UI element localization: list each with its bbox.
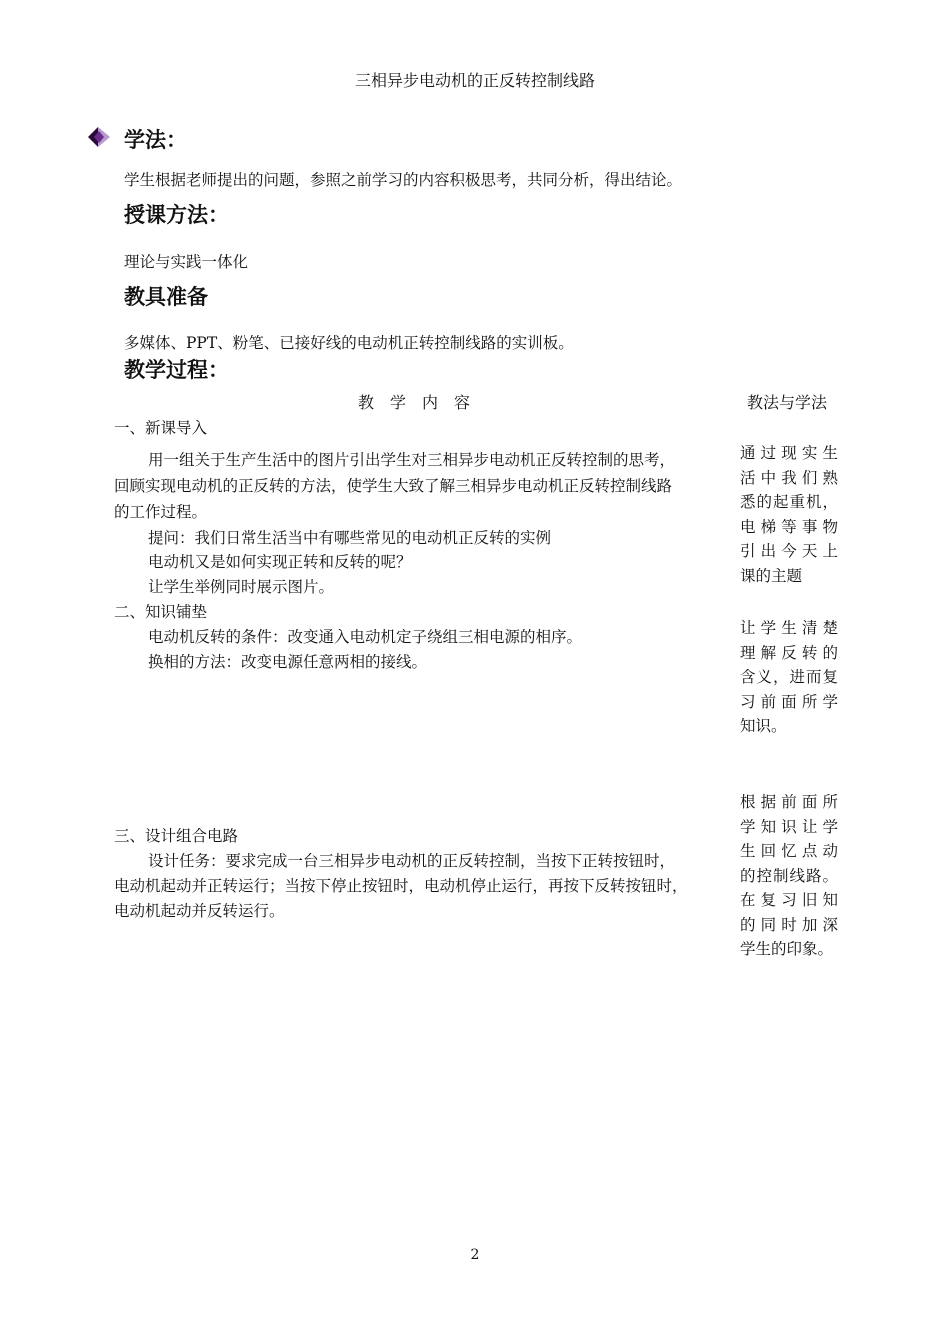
tools-heading: 教具准备 (124, 285, 208, 309)
section-2-title: 二、知识铺垫 (114, 603, 208, 621)
study-method-text: 学生根据老师提出的问题，参照之前学习的内容积极思考，共同分析，得出结论。 (124, 171, 683, 189)
section-2-line: 电动机反转的条件：改变通入电动机定子绕组三相电源的相序。 (148, 628, 583, 646)
method-note-line: 含义，进而复 (740, 668, 838, 686)
method-note-line: 通过现实生 (740, 444, 838, 462)
page-number: 2 (470, 1247, 480, 1263)
method-note-line: 课的主题 (740, 566, 803, 585)
method-note-line: 悉的起重机， (740, 493, 838, 511)
section-3-paragraph-line: 设计任务：要求完成一台三相异步电动机的正反转控制，当按下正转按钮时， (148, 852, 676, 870)
section-1-question: 电动机又是如何实现正转和反转的呢？ (148, 553, 412, 571)
tools-text: 多媒体、PPT、粉笔、已接好线的电动机正转控制线路的实训板。 (124, 334, 574, 352)
diamond-bullet-icon (86, 126, 112, 148)
method-note-line: 学知识让学 (740, 817, 838, 836)
column-header-methods: 教法与学法 (747, 393, 828, 412)
method-note-line: 生回忆点动 (740, 842, 838, 860)
section-3-paragraph-line: 电动机起动并反转运行。 (114, 902, 285, 920)
method-note-2 (740, 616, 838, 739)
method-note-line: 的控制线路。 (740, 866, 838, 885)
section-1-paragraph-line: 用一组关于生产生活中的图片引出学生对三相异步电动机正反转控制的思考， (148, 451, 676, 469)
method-note-line: 习前面所学 (740, 692, 838, 711)
method-note-line: 在复习旧知 (740, 891, 838, 909)
section-1-instruction: 让学生举例同时展示图片。 (148, 578, 335, 596)
process-heading: 教学过程： (124, 358, 229, 382)
study-method-heading: 学法： (124, 128, 187, 152)
section-2-line: 换相的方法：改变电源任意两相的接线。 (148, 653, 428, 671)
section-1-paragraph-line: 的工作过程。 (114, 503, 208, 521)
method-note-line: 根据前面所 (740, 793, 838, 811)
method-note-3 (740, 790, 838, 962)
teaching-method-text: 理论与实践一体化 (124, 253, 249, 271)
section-3-title: 三、设计组合电路 (114, 827, 239, 845)
section-1-paragraph-line: 回顾实现电动机的正反转的方法，使学生大致了解三相异步电动机正反转控制线路 (114, 477, 673, 495)
method-note-line: 理解反转的 (740, 643, 838, 662)
method-note-line: 知识。 (740, 717, 787, 735)
method-note-1 (740, 441, 838, 588)
column-header-content: 教 学 内 容 (358, 393, 471, 412)
method-note-line: 电梯等事物 (740, 517, 838, 536)
page-header-title: 三相异步电动机的正反转控制线路 (354, 71, 595, 90)
section-1-title: 一、新课导入 (114, 419, 208, 437)
section-1-question: 提问：我们日常生活当中有哪些常见的电动机正反转的实例 (148, 529, 552, 547)
method-note-line: 让学生清楚 (740, 619, 838, 637)
section-3-paragraph-line: 电动机起动并正转运行；当按下停止按钮时，电动机停止运行，再按下反转按钮时， (114, 877, 688, 895)
method-note-line: 引出今天上 (740, 542, 838, 560)
method-note-line: 学生的印象。 (740, 940, 834, 958)
method-note-line: 活中我们熟 (740, 468, 838, 487)
teaching-method-heading: 授课方法： (124, 203, 229, 227)
method-note-line: 的同时加深 (740, 915, 838, 934)
